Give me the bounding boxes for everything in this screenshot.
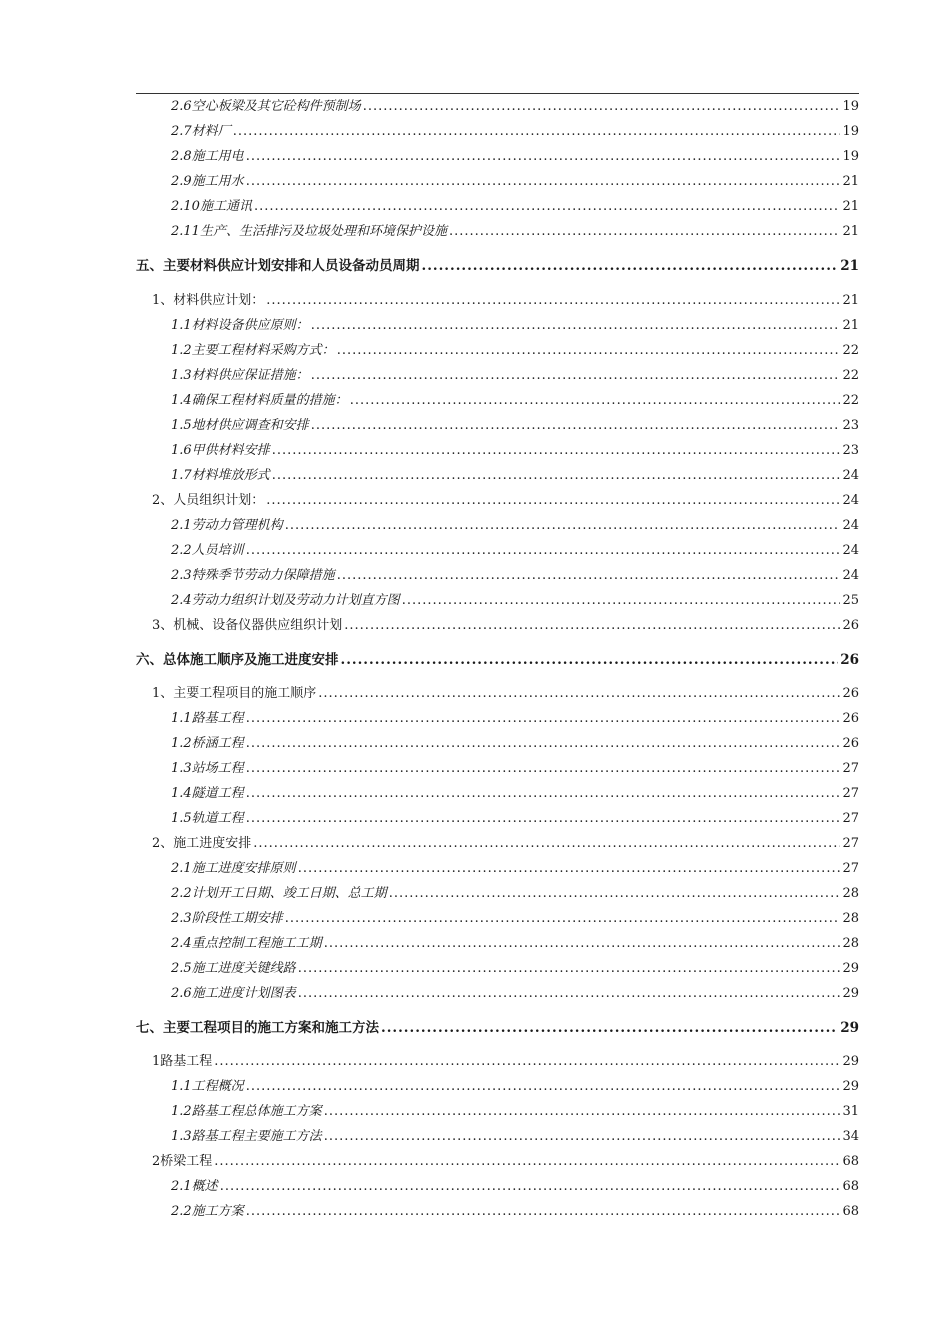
toc-dot-leader bbox=[311, 368, 841, 383]
toc-entry-title: 1.3站场工程 bbox=[171, 761, 244, 776]
toc-page-number: 24 bbox=[842, 518, 859, 533]
toc-entry-title: 2.6空心板梁及其它砼构件预制场 bbox=[171, 99, 361, 114]
toc-dot-leader bbox=[254, 199, 841, 214]
toc-page-number: 21 bbox=[842, 224, 859, 239]
toc-dot-leader bbox=[266, 493, 840, 508]
toc-dot-leader bbox=[298, 961, 841, 976]
toc-entry[interactable] bbox=[171, 539, 859, 559]
toc-dot-leader bbox=[246, 811, 841, 826]
toc-entry-title: 2.2人员培训 bbox=[171, 543, 244, 558]
toc-page-number: 28 bbox=[842, 886, 859, 901]
toc-page-number: 27 bbox=[842, 836, 859, 851]
toc-dot-leader bbox=[341, 652, 839, 668]
toc-page-number: 22 bbox=[842, 393, 859, 408]
toc-page-number: 68 bbox=[842, 1204, 859, 1219]
toc-page-number: 27 bbox=[842, 811, 859, 826]
toc-entry[interactable] bbox=[136, 1016, 859, 1036]
toc-dot-leader bbox=[344, 618, 840, 633]
toc-entry-title: 1.6甲供材料安排 bbox=[171, 443, 270, 458]
toc-entry-title: 1、材料供应计划： bbox=[152, 293, 265, 308]
toc-page-number: 27 bbox=[842, 786, 859, 801]
toc-entry-title: 2.2施工方案 bbox=[171, 1204, 244, 1219]
toc-entry[interactable] bbox=[152, 289, 859, 309]
toc-entry[interactable] bbox=[171, 414, 859, 434]
toc-entry[interactable] bbox=[152, 1050, 859, 1070]
toc-dot-leader bbox=[233, 124, 841, 139]
toc-entry[interactable] bbox=[171, 314, 859, 334]
toc-entry[interactable] bbox=[171, 782, 859, 802]
toc-page-number: 26 bbox=[840, 652, 859, 668]
toc-dot-leader bbox=[324, 936, 841, 951]
toc-entry-title: 2.2计划开工日期、竣工日期、总工期 bbox=[171, 886, 387, 901]
toc-dot-leader bbox=[381, 1020, 838, 1036]
toc-entry[interactable] bbox=[171, 982, 859, 1002]
toc-entry[interactable] bbox=[171, 364, 859, 384]
toc-entry[interactable] bbox=[171, 1125, 859, 1145]
toc-page-number: 21 bbox=[842, 199, 859, 214]
toc-dot-leader bbox=[214, 1154, 840, 1169]
toc-entry[interactable] bbox=[171, 220, 859, 240]
toc-entry[interactable] bbox=[171, 120, 859, 140]
toc-entry[interactable] bbox=[171, 170, 859, 190]
toc-entry[interactable] bbox=[171, 195, 859, 215]
toc-entry[interactable] bbox=[136, 648, 859, 668]
toc-entry-title: 2、人员组织计划： bbox=[152, 493, 265, 508]
toc-page-number: 29 bbox=[842, 1054, 859, 1069]
toc-entry[interactable] bbox=[171, 589, 859, 609]
toc-dot-leader bbox=[246, 174, 841, 189]
toc-entry[interactable] bbox=[152, 682, 859, 702]
toc-entry-title: 2.3阶段性工期安排 bbox=[171, 911, 283, 926]
toc-page-number: 19 bbox=[842, 124, 859, 139]
toc-page-number: 28 bbox=[842, 936, 859, 951]
toc-page-number: 34 bbox=[842, 1129, 859, 1144]
toc-dot-leader bbox=[285, 518, 841, 533]
toc-page-number: 21 bbox=[842, 293, 859, 308]
toc-page-number: 21 bbox=[842, 174, 859, 189]
toc-entry-title: 1.2主要工程材料采购方式： bbox=[171, 343, 335, 358]
toc-page-number: 23 bbox=[842, 418, 859, 433]
toc-entry-title: 1.3路基工程主要施工方法 bbox=[171, 1129, 322, 1144]
toc-entry[interactable] bbox=[171, 857, 859, 877]
toc-entry-title: 3、机械、设备仪器供应组织计划 bbox=[152, 618, 343, 633]
toc-page-number: 28 bbox=[842, 911, 859, 926]
toc-entry-title: 2.4重点控制工程施工工期 bbox=[171, 936, 322, 951]
toc-entry-title: 1.1材料设备供应原则： bbox=[171, 318, 309, 333]
toc-entry-title: 2.7材料厂 bbox=[171, 124, 231, 139]
toc-page-number: 29 bbox=[840, 1020, 859, 1036]
toc-entry-title: 2桥梁工程 bbox=[152, 1154, 213, 1169]
toc-entry-title: 1.5地材供应调查和安排 bbox=[171, 418, 309, 433]
toc-dot-leader bbox=[272, 468, 841, 483]
toc-page-number: 26 bbox=[842, 686, 859, 701]
toc-dot-leader bbox=[337, 568, 841, 583]
toc-dot-leader bbox=[246, 1204, 841, 1219]
toc-entry[interactable] bbox=[171, 757, 859, 777]
toc-entry-title: 1.2桥涵工程 bbox=[171, 736, 244, 751]
toc-entry[interactable] bbox=[171, 707, 859, 727]
toc-page-number: 24 bbox=[842, 568, 859, 583]
toc-entry[interactable] bbox=[171, 882, 859, 902]
toc-page-number: 19 bbox=[842, 149, 859, 164]
toc-entry[interactable] bbox=[171, 564, 859, 584]
toc-entry-title: 1.4隧道工程 bbox=[171, 786, 244, 801]
toc-page-number: 24 bbox=[842, 493, 859, 508]
toc-entry-title: 1.1工程概况 bbox=[171, 1079, 244, 1094]
toc-entry-title: 1.7材料堆放形式 bbox=[171, 468, 270, 483]
toc-page-number: 27 bbox=[842, 861, 859, 876]
toc-page-number: 29 bbox=[842, 1079, 859, 1094]
toc-page-number: 31 bbox=[842, 1104, 859, 1119]
toc-entry-title: 1.2路基工程总体施工方案 bbox=[171, 1104, 322, 1119]
toc-dot-leader bbox=[324, 1104, 841, 1119]
toc-page-number: 24 bbox=[842, 468, 859, 483]
toc-entry-title: 2.4劳动力组织计划及劳动力计划直方图 bbox=[171, 593, 400, 608]
toc-page-number: 21 bbox=[842, 318, 859, 333]
toc-entry-title: 1路基工程 bbox=[152, 1054, 213, 1069]
toc-page-number: 68 bbox=[842, 1154, 859, 1169]
toc-entry[interactable] bbox=[171, 145, 859, 165]
toc-entry[interactable] bbox=[171, 907, 859, 927]
toc-entry-title: 六、总体施工顺序及施工进度安排 bbox=[136, 652, 339, 668]
toc-entry[interactable] bbox=[171, 1075, 859, 1095]
toc-entry[interactable] bbox=[171, 1200, 859, 1220]
toc-entry[interactable] bbox=[152, 1150, 859, 1170]
toc-entry-title: 2.1劳动力管理机构 bbox=[171, 518, 283, 533]
toc-entry-title: 1.1路基工程 bbox=[171, 711, 244, 726]
toc-page-number: 22 bbox=[842, 343, 859, 358]
toc-dot-leader bbox=[422, 258, 839, 274]
toc-entry-title: 1.4确保工程材料质量的措施： bbox=[171, 393, 348, 408]
toc-entry[interactable] bbox=[171, 1100, 859, 1120]
toc-entry-title: 2、施工进度安排 bbox=[152, 836, 252, 851]
toc-page-number: 26 bbox=[842, 618, 859, 633]
toc-entry[interactable] bbox=[171, 514, 859, 534]
toc-entry[interactable] bbox=[136, 254, 859, 274]
toc-dot-leader bbox=[285, 911, 841, 926]
toc-dot-leader bbox=[246, 736, 841, 751]
toc-dot-leader bbox=[220, 1179, 841, 1194]
toc-entry-title: 2.11生产、生活排污及垃圾处理和环境保护设施 bbox=[171, 224, 447, 239]
header-rule bbox=[136, 93, 859, 94]
toc-dot-leader bbox=[298, 861, 841, 876]
toc-entry-title: 2.6施工进度计划图表 bbox=[171, 986, 296, 1001]
toc-dot-leader bbox=[389, 886, 841, 901]
toc-entry-title: 五、主要材料供应计划安排和人员设备动员周期 bbox=[136, 258, 420, 274]
toc-entry-title: 2.5施工进度关键线路 bbox=[171, 961, 296, 976]
toc-entry[interactable] bbox=[152, 489, 859, 509]
toc-page-number: 25 bbox=[842, 593, 859, 608]
toc-entry[interactable] bbox=[171, 1175, 859, 1195]
toc-entry[interactable] bbox=[171, 95, 859, 115]
toc-dot-leader bbox=[246, 711, 841, 726]
toc-entry-title: 1、主要工程项目的施工顺序 bbox=[152, 686, 317, 701]
toc-page-number: 26 bbox=[842, 711, 859, 726]
toc-dot-leader bbox=[337, 343, 841, 358]
toc-entry-title: 2.3特殊季节劳动力保障措施 bbox=[171, 568, 335, 583]
toc-dot-leader bbox=[246, 149, 841, 164]
toc-dot-leader bbox=[214, 1054, 840, 1069]
toc-page-number: 19 bbox=[842, 99, 859, 114]
toc-dot-leader bbox=[246, 786, 841, 801]
toc-entry-title: 1.3材料供应保证措施： bbox=[171, 368, 309, 383]
toc-entry[interactable] bbox=[171, 389, 859, 409]
toc-dot-leader bbox=[266, 293, 840, 308]
toc-dot-leader bbox=[246, 1079, 841, 1094]
toc-entry-title: 七、主要工程项目的施工方案和施工方法 bbox=[136, 1020, 379, 1036]
toc-entry[interactable] bbox=[171, 732, 859, 752]
toc-dot-leader bbox=[402, 593, 841, 608]
toc-page-number: 22 bbox=[842, 368, 859, 383]
toc-dot-leader bbox=[246, 761, 841, 776]
toc-page-number: 24 bbox=[842, 543, 859, 558]
toc-page-number: 27 bbox=[842, 761, 859, 776]
toc-entry-title: 2.10施工通讯 bbox=[171, 199, 252, 214]
toc-entry-title: 2.9施工用水 bbox=[171, 174, 244, 189]
toc-entry[interactable] bbox=[171, 439, 859, 459]
toc-dot-leader bbox=[318, 686, 840, 701]
toc-dot-leader bbox=[246, 543, 841, 558]
toc-page-number: 26 bbox=[842, 736, 859, 751]
toc-entry[interactable] bbox=[171, 464, 859, 484]
toc-dot-leader bbox=[350, 393, 841, 408]
toc-page-number: 21 bbox=[840, 258, 859, 274]
toc-dot-leader bbox=[324, 1129, 841, 1144]
toc-entry-title: 2.8施工用电 bbox=[171, 149, 244, 164]
toc-entry-title: 1.5轨道工程 bbox=[171, 811, 244, 826]
toc-dot-leader bbox=[298, 986, 841, 1001]
toc-entry-title: 2.1施工进度安排原则 bbox=[171, 861, 296, 876]
toc-page-number: 29 bbox=[842, 961, 859, 976]
toc-entry[interactable] bbox=[171, 339, 859, 359]
toc-entry[interactable] bbox=[152, 614, 859, 634]
toc-page-number: 29 bbox=[842, 986, 859, 1001]
toc-dot-leader bbox=[272, 443, 841, 458]
toc-page-number: 68 bbox=[842, 1179, 859, 1194]
toc-dot-leader bbox=[449, 224, 841, 239]
toc-dot-leader bbox=[253, 836, 840, 851]
toc-page-number: 23 bbox=[842, 443, 859, 458]
toc-entry-title: 2.1概述 bbox=[171, 1179, 218, 1194]
toc-dot-leader bbox=[363, 99, 841, 114]
toc-entry[interactable] bbox=[171, 807, 859, 827]
toc-dot-leader bbox=[311, 318, 841, 333]
toc-entry[interactable] bbox=[171, 957, 859, 977]
toc-dot-leader bbox=[311, 418, 841, 433]
toc-entry[interactable] bbox=[152, 832, 859, 852]
toc-entry[interactable] bbox=[171, 932, 859, 952]
